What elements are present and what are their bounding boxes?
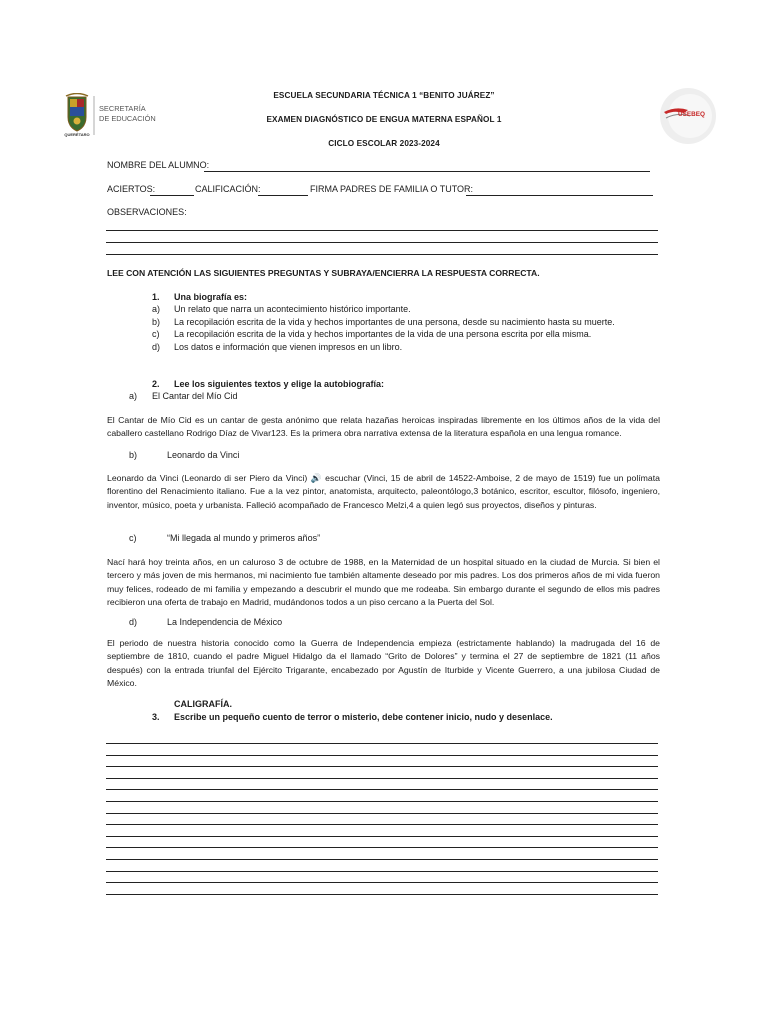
q2-option-c-title[interactable]: “Mi llegada al mundo y primeros años” bbox=[167, 533, 321, 543]
writing-line[interactable] bbox=[106, 859, 658, 860]
school-name: ESCUELA SECUNDARIA TÉCNICA 1 “BENITO JUÁREZ” bbox=[273, 91, 495, 100]
school-cycle: CICLO ESCOLAR 2023-2024 bbox=[328, 139, 440, 148]
writing-line[interactable] bbox=[106, 743, 658, 744]
observations-line[interactable] bbox=[106, 242, 658, 243]
writing-line[interactable] bbox=[106, 813, 658, 814]
usebeq-text: USEBEQ bbox=[678, 111, 705, 118]
instructions: LEE CON ATENCIÓN LAS SIGUIENTES PREGUNTAS Y SUBRAYA/ENCIERRA LA RESPUESTA CORRECTA. bbox=[107, 268, 540, 278]
grade-field[interactable] bbox=[258, 195, 308, 196]
q1-option-letter: d) bbox=[152, 342, 161, 352]
writing-line[interactable] bbox=[106, 882, 658, 883]
q2-number: 2. bbox=[152, 379, 160, 389]
q1-option-letter: c) bbox=[152, 329, 160, 339]
q1-option-b[interactable]: La recopilación escrita de la vida y hechos importantes de una persona, desde su nacimiento hasta su muerte. bbox=[174, 317, 615, 327]
writing-line[interactable] bbox=[106, 778, 658, 779]
q2-text: Lee los siguientes textos y elige la autobiografía: bbox=[174, 379, 385, 389]
q3-number: 3. bbox=[152, 712, 160, 722]
q2-option-letter: c) bbox=[129, 533, 137, 543]
observations-line[interactable] bbox=[106, 230, 658, 231]
exam-title: EXAMEN DIAGNÓSTICO DE ENGUA MATERNA ESPAÑOL 1 bbox=[266, 115, 502, 124]
writing-line[interactable] bbox=[106, 755, 658, 756]
q2-text-c-body: Nací hará hoy treinta años, en un caluroso 3 de octubre de 1988, en la Maternidad de un hospital situado en la ciudad de Murcia. Si bien el tercero y más joven de mis hermanos, mi nacimiento fue también altamente deseado por mis padres. Los dos primeros años de mi vida fueron muy felices, rodeado de mi familia y empezando a descubrir el mundo que me rodeaba. Sin embargo durante el segundo de ellos mis padres recibieron una oferta de trabajo en Madrid, mudándonos todos a un piso cercano a la Puerta del Sol. bbox=[107, 557, 660, 608]
writing-line[interactable] bbox=[106, 801, 658, 802]
q2-option-letter: d) bbox=[129, 617, 138, 627]
q1-text: Una biografía es: bbox=[174, 292, 248, 302]
writing-line[interactable] bbox=[106, 847, 658, 848]
q1-option-a[interactable]: Un relato que narra un acontecimiento histórico importante. bbox=[174, 304, 411, 314]
q2-text-b-body: Leonardo da Vinci (Leonardo di ser Piero da Vinci) 🔊 escuchar (Vinci, 15 de abril de 14522-Amboise, 2 de mayo de 1519) fue un polímata florentino del Renacimiento italiano. Fue a la vez pintor, anatomista, arquitecto, paleontólogo,3 botánico, escritor, escultor, filósofo, ingeniero, inventor, músico, poeta y urbanista. Falleció acompañado de Francesco Melzi,4 a quien legó sus proyectos, diseños y pinturas. bbox=[107, 473, 660, 510]
signature-label: FIRMA PADRES DE FAMILIA O TUTOR: bbox=[310, 184, 474, 194]
observations-line[interactable] bbox=[106, 254, 658, 255]
writing-line[interactable] bbox=[106, 894, 658, 895]
q1-option-letter: a) bbox=[152, 304, 161, 314]
q3-section-title: CALIGRAFÍA. bbox=[174, 699, 232, 709]
hits-label: ACIERTOS: bbox=[107, 184, 156, 194]
q2-text-a-body: El Cantar de Mío Cid es un cantar de gesta anónimo que relata hazañas heroicas inspiradas libremente en los últimos años de la vida del caballero castellano Rodrigo Díaz de Vivar123. Es la primera obra narrativa extensa de la literatura española en una lengua romance. bbox=[107, 415, 660, 439]
grade-label: CALIFICACIÓN: bbox=[195, 184, 261, 194]
q1-option-letter: b) bbox=[152, 317, 161, 327]
writing-line[interactable] bbox=[106, 766, 658, 767]
q2-option-letter: a) bbox=[129, 391, 138, 401]
q1-option-d[interactable]: Los datos e información que vienen impresos en un libro. bbox=[174, 342, 403, 352]
q2-text-d-body: El periodo de nuestra historia conocido como la Guerra de Independencia empieza (estrictamente hablando) la madrugada del 16 de septiembre de 1810, cuando el padre Miguel Hidalgo da el llamado “Grito de Dolores” y termina el 27 de septiembre de 1821 (11 años después) con la entrada triunfal del Ejército Trigarante, encabezado por Agustín de Iturbide y Vicente Guerrero, a una jubilosa Ciudad de México. bbox=[107, 638, 660, 689]
q2-option-b-title[interactable]: Leonardo da Vinci bbox=[167, 450, 240, 460]
student-name-label: NOMBRE DEL ALUMNO: bbox=[107, 160, 210, 170]
q1-number: 1. bbox=[152, 292, 160, 302]
writing-line[interactable] bbox=[106, 871, 658, 872]
logo-text-2: DE EDUCACIÓN bbox=[99, 114, 156, 123]
hits-field[interactable] bbox=[150, 195, 194, 196]
student-name-field[interactable] bbox=[204, 171, 650, 172]
signature-field[interactable] bbox=[466, 195, 653, 196]
q3-text: Escribe un pequeño cuento de terror o misterio, debe contener inicio, nudo y desenlace. bbox=[174, 712, 553, 722]
q2-option-d-title[interactable]: La Independencia de México bbox=[167, 617, 283, 627]
q1-option-c[interactable]: La recopilación escrita de la vida y hechos importantes de la vida de una persona escrita por ella misma. bbox=[174, 329, 592, 339]
writing-line[interactable] bbox=[106, 824, 658, 825]
q2-option-a-title[interactable]: El Cantar del Mío Cid bbox=[152, 391, 238, 401]
q2-option-letter: b) bbox=[129, 450, 138, 460]
logo-caption: QUERÉTARO bbox=[64, 132, 90, 137]
writing-line[interactable] bbox=[106, 789, 658, 790]
logo-text-1: SECRETARÍA bbox=[99, 104, 146, 113]
observations-label: OBSERVACIONES: bbox=[107, 207, 187, 217]
writing-line[interactable] bbox=[106, 836, 658, 837]
